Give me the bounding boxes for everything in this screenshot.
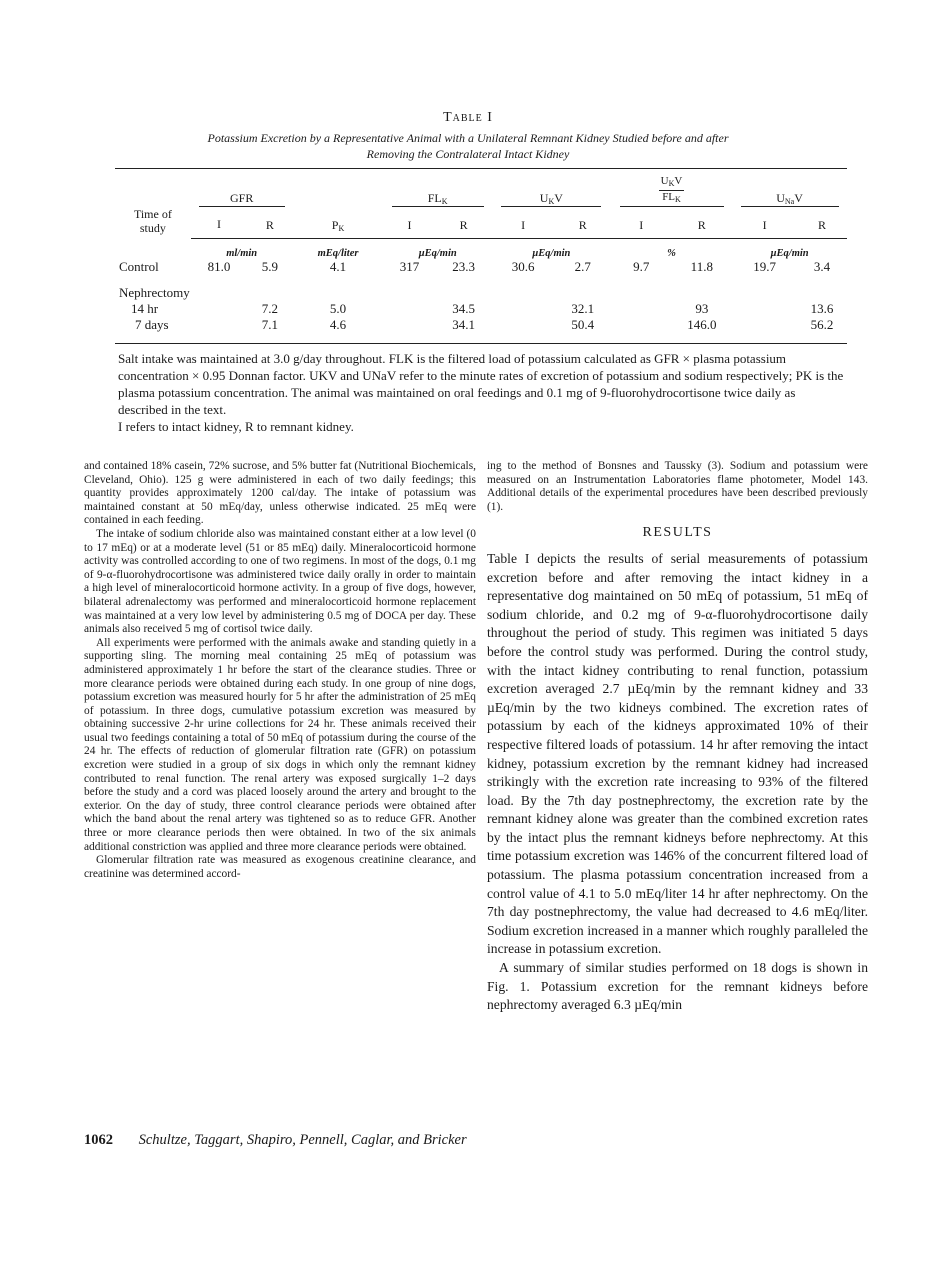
study-label: study <box>139 220 166 235</box>
unav-r-header: R <box>797 213 847 239</box>
paragraph: ing to the method of Bonsnes and Taussky (3). Sodium and potassium were measured on an Instrumentation Laboratories flame photometer, Model 143. Additional details of the experimental procedures have been described previously (1). <box>487 460 868 513</box>
table-row-nephrectomy <box>115 285 847 301</box>
pk-header: $P_K$ <box>293 213 384 239</box>
unav-label: $U_{Na}V$ <box>741 191 839 207</box>
ukv-unit: µEq/min <box>532 248 571 259</box>
ratio-r-header: R <box>672 213 733 239</box>
ratio-denominator: $FL_K$ <box>662 191 681 204</box>
table-cell: 9.7 <box>633 259 650 274</box>
table-row-14hr <box>115 301 847 317</box>
table-caption-line-1: Potassium Excretion by a Representative Animal with a Unilateral Remnant Kidney Studied before and after <box>207 131 729 145</box>
ukv-i-header: I <box>492 213 555 239</box>
results-heading: RESULTS <box>642 525 713 541</box>
table-caption-line-2: Removing the Contralateral Intact Kidney <box>366 147 570 161</box>
pk-header-spacer <box>293 169 384 214</box>
ukv-r-header: R <box>555 213 611 239</box>
table-notes <box>118 350 848 435</box>
gfr-unit: ml/min <box>226 248 258 259</box>
table-row-7days <box>115 317 847 344</box>
ratio-fraction <box>620 175 724 207</box>
table-cell: 34.5 <box>452 301 475 316</box>
right-column <box>487 460 868 1015</box>
paragraph: A summary of similar studies performed on 18 dogs is shown in Fig. 1. Potassium excretion for the remnant kidneys before nephrectomy averaged 6.3 µEq/min <box>487 960 868 1013</box>
table-header-row-3 <box>115 213 847 239</box>
unav-header <box>732 169 847 208</box>
row-label: Nephrectomy <box>119 285 190 300</box>
table-row-control <box>115 259 847 275</box>
gfr-header <box>191 169 293 208</box>
units-row <box>115 239 847 260</box>
page-footer <box>84 1132 467 1149</box>
unav-unit: µEq/min <box>770 248 809 259</box>
table-cell: 56.2 <box>797 317 847 344</box>
time-of-label: Time of <box>133 206 172 221</box>
table-cell: 7.2 <box>261 301 278 316</box>
time-of-study-header <box>115 169 191 239</box>
table-cell: 3.4 <box>813 259 831 274</box>
pk-unit: mEq/liter <box>317 248 359 259</box>
table-cell: 317 <box>399 259 420 274</box>
table-cell: 5.9 <box>261 259 278 274</box>
author-list: Schultze, Taggart, Shapiro, Pennell, Caglar, and Bricker <box>138 1132 467 1148</box>
flk-r-header: R <box>435 213 491 239</box>
table-cell: 81.0 <box>207 259 231 274</box>
gfr-r-header: R <box>247 213 292 239</box>
gfr-label: GFR <box>199 191 285 207</box>
flk-header <box>384 169 492 208</box>
row-label: 7 days <box>115 317 191 344</box>
ratio-header <box>611 169 732 208</box>
table-row-spacer <box>115 275 847 285</box>
paragraph: Glomerular filtration rate was measured as exogenous creatinine clearance, and creatinine was determined accord- <box>84 854 476 880</box>
table-cell: 34.1 <box>435 317 491 344</box>
ukv-label: $U_KV$ <box>501 191 601 207</box>
table-cell: 2.7 <box>574 259 591 274</box>
gfr-i-header: I <box>191 213 247 239</box>
ratio-numerator: $U_KV$ <box>620 175 724 191</box>
row-label: 14 hr <box>131 301 159 316</box>
table-cell: 146.0 <box>672 317 733 344</box>
unav-i-header: I <box>732 213 797 239</box>
table-cell: 4.1 <box>329 259 347 274</box>
page-number: 1062 <box>84 1132 113 1148</box>
table-cell: 50.4 <box>555 317 611 344</box>
paragraph: The intake of sodium chloride also was maintained constant either at a low level (0 to 17 mEq) or at a moderate level (51 or 85 mEq) daily. Mineralocorticoid hormone activity was controlled according to one of two regimens. In most of the dogs, 0.1 mg of 9-α-fluorohydrocortisone was administered twice daily orally in order to maintain a high level of mineralocorticoid hormone activity. In a group of five dogs, however, bilateral adrenalectomy was performed and mineralocorticoid hormone replacement was maintained at a very low level by administering 0.5 mg of DOCA per day. These animals also received 5 mg of cortisol twice daily. <box>84 527 476 636</box>
table-cell: 11.8 <box>690 259 713 274</box>
table-cell: 5.0 <box>329 301 347 316</box>
table-cell: 93 <box>695 301 709 316</box>
left-column <box>84 460 476 881</box>
ukv-header <box>492 169 611 208</box>
table-cell: 7.1 <box>247 317 292 344</box>
table-cell: 30.6 <box>511 259 535 274</box>
ratio-unit: % <box>667 248 676 259</box>
paragraph: and contained 18% casein, 72% sucrose, and 5% butter fat (Nutritional Biochemicals, Cleveland, Ohio). 125 g were administered in each of two daily feedings; this quantity provides approximately 1200 cal/day. The intake of potassium was maintained constant at 50 mEq/day, unless otherwise indicated. 25 mEq were contained in each feeding. <box>84 460 476 527</box>
table-note-2: I refers to intact kidney, R to remnant kidney. <box>118 419 354 434</box>
flk-label: $FL_K$ <box>392 191 484 207</box>
table-caption <box>140 130 796 162</box>
table-header-row-1 <box>115 169 847 208</box>
ratio-i-header: I <box>611 213 672 239</box>
table-cell: 23.3 <box>452 259 475 274</box>
table-cell: 32.1 <box>571 301 595 316</box>
table-title: Table I <box>443 110 493 125</box>
row-label: Control <box>119 259 159 274</box>
paragraph: Table I depicts the results of serial measurements of potassium excretion before and after removing the intact kidney in a representative dog maintained on 50 mEq of potassium, 51 mEq of sodium chloride, and 0.2 mg of 9-α-fluorohydrocortisone daily throughout the period of study. This regimen was initiated 5 days before the control study was performed. During the control study, with the intact kidney contributing to renal function, potassium excretion averaged 2.7 µEq/min by the remnant kidney and 33 µEq/min by the two kidneys combined. The excretion rates of potassium by each of the kidneys approximated 10% of their respective filtered loads of potassium. 14 hr after removing the intact kidney, potassium excretion by the remnant kidney had increased strikingly with the excretion rate increasing to 93% of the filtered load. By the 7th day postnephrectomy, the excretion rate by the remnant kidney alone was greater than the combined excretion rates by the intact plus the remnant kidneys before nephrectomy. At this time potassium excretion was 146% of the concurrent filtered load of potassium. The plasma potassium concentration increased from a control value of 4.1 to 5.0 mEq/liter 14 hr after nephrectomy. On the 7th day postnephrectomy, the value had decreased to 4.6 mEq/liter. Sodium excretion increased in a manner which roughly paralleled the increase in potassium excretion. <box>487 550 868 957</box>
flk-i-header: I <box>384 213 436 239</box>
results-section <box>487 550 868 1015</box>
table-cell: 4.6 <box>293 317 384 344</box>
flk-unit: µEq/min <box>418 248 457 259</box>
paragraph: All experiments were performed with the animals awake and standing quietly in a supporting sling. The morning meal containing 25 mEq of potassium was administered approximately 1 hr before the start of the clearance studies. Three or more clearance periods were obtained during each study. In one group of nine dogs, potassium excretion was measured hourly for 5 hr after the administration of 25 mEq of potassium. In three dogs, cumulative potassium excretion was measured by obtaining successive 2-hr urine collections for 24 hr. These animals received their usual two feedings containing a total of 50 mEq of potassium during the course of the 24 hr. The effects of reduction of glomerular filtration rate (GFR) on potassium excretion were studied in a group of six dogs in which only the remnant kidney contributed to renal function. The renal artery was exposed surgically 1–2 days before the study and a cord was placed loosely around the artery and brought to the exterior. On the day of study, three control clearance periods were obtained after which the band about the renal artery was tightened so as to reduce GFR. Another three or more clearance periods then were obtained. In two of the six animals additional constriction was applied and three more clearance periods were obtained. <box>84 636 476 853</box>
potassium-excretion-table <box>115 168 847 344</box>
table-cell: 13.6 <box>810 301 834 316</box>
table-note-1: Salt intake was maintained at 3.0 g/day throughout. FLK is the filtered load of potassium calculated as GFR × plasma potassium concentration × 0.95 Donnan factor. UKV and UNaV refer to the minute rates of excretion of potassium and sodium respectively; PK is the plasma potassium concentration. The animal was maintained on oral feedings and 0.1 mg of 9-fluorohydrocortisone twice daily as described in the text. <box>118 351 844 417</box>
table-cell: 19.7 <box>753 259 776 274</box>
